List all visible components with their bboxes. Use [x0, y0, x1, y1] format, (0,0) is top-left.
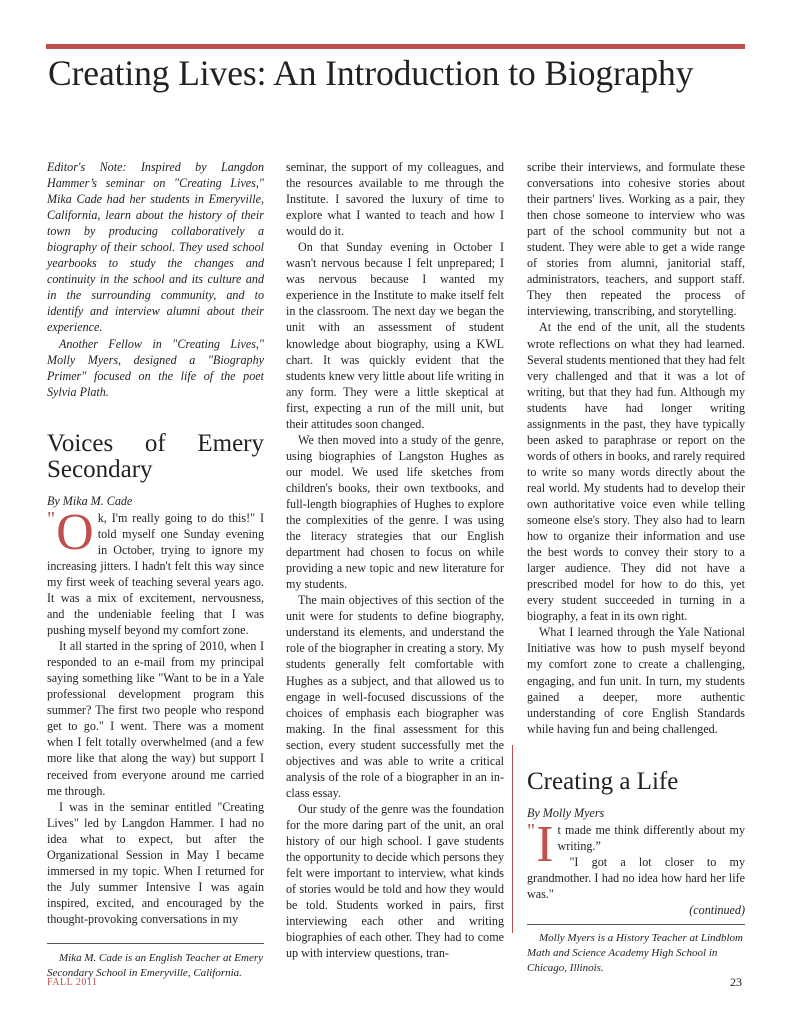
article1-paragraph: "O k, I'm really going to do this!" I told myself one Sunday evening in October, trying to ignore my increasing jitters. I hadn't felt this way since my first week of teaching several years ago. It was a mix of excitement, nervousness, and the undeniable feeling that I was pushing myself beyond my comfort zone. — [47, 503, 264, 638]
article-heading-creating-a-life: Creating a Life — [527, 767, 679, 795]
continued-label: (continued) — [689, 902, 745, 917]
footnote-divider — [47, 943, 264, 944]
editors-note: Editor's Note: Inspired by Langdon Hammer’s seminar on "Creating Lives," Mika Cade had her students in Emeryville, California, learn about the history of their town by producing collaboratively a biography of their school. They used school yearbooks to study the changes and continuity in the school and its culture and in the surrounding community, and to identify and interview alumni about their experience. — [47, 160, 264, 335]
author-note-cade: Mika M. Cade is an English Teacher at Emery Secondary School in Emeryville, California. — [47, 951, 263, 979]
page-number: 23 — [730, 975, 742, 989]
sidebar-divider — [512, 745, 513, 933]
article1-paragraph: Our study of the genre was the foundation for the more daring part of the unit, an oral history of our high school. I gave students the opportunity to decide which persons they felt were important to interview, what kinds of stories would be told and how they would be told. Students worked in pairs, first interviewing each other and writing biographies of each other. They had to come up with interview questions, tran- — [286, 801, 504, 961]
article1-paragraph: I was in the seminar entitled "Creating Lives" led by Langdon Hammer. I had no idea what to expect, but after the Organizational Session in May I became immersed in my topic. When I returned for the July summer Intensive I was again inspired, excited, and encouraged by the thought-provoking conversations in my — [47, 799, 264, 926]
article2-quote: "I t made me think differently about my writing.” — [527, 815, 745, 873]
top-accent-bar — [46, 44, 745, 49]
author-note-myers: Molly Myers is a History Teacher at Lindblom Math and Science Academy High School in Chicago, Illinois. — [527, 932, 743, 975]
article1-paragraph: The main objectives of this section of the unit were for students to define biography, understand its elements, and understand the role of the biographer in creating a story. My students generally felt comfortable with Hughes as a subject, and that allowed us to engage in well-focused discussions of the choices of emphasis each biographer was making. In the final assessment for this section, every student successfully met the objectives and was able to write a critical analysis of the role of a biographer in an in-class essay. — [286, 593, 504, 800]
article1-paragraph: At the end of the unit, all the students wrote reflections on what they had learned. Several students mentioned that they had felt very challenged and that it was a lot of writing, but that they had fun. Although my students have had longer writing assignments in the past, they have typically been asked to paraphrase or report on the words of others in books, and rarely required to write so many words directly about the real world. My students had to develop their own authoritative voice even while telling someone else's story. They also had to learn how to organize their information and use the best words to convey their story to a larger audience. They did not have a prescribed model for how to do this, yet every student succeeded in turning in a biography, a feat in its own right. — [527, 320, 745, 624]
article1-paragraph: We then moved into a study of the genre, using biographies of Langston Hughes as our model. We used life sketches from children's books, their own textbooks, and full-length biographies of Hughes to explore the complexities of the genre. I was using the literacy strategies that our English department had chosen to focus on while providing a new topic and new literature for my students. — [286, 432, 504, 592]
article2-quote: "I got a lot closer to my grandmother. I had no idea how hard her life was." — [527, 854, 745, 901]
column-2 — [286, 159, 504, 961]
column-3 — [527, 159, 745, 976]
article1-paragraph: It all started in the spring of 2010, when I responded to an e-mail from my principal saying something like "Want to be in a Yale professional development program this summer? The first two people who respond get to go." I went. There was a moment when I felt totally overwhelmed (and a few more like that along the way) but support I received from everyone around me carried me through. — [47, 639, 264, 798]
article1-paragraph: seminar, the support of my colleagues, and the resources available to me through the Institute. I savored the luxury of time to explore what I wanted to teach and how I would do it. — [286, 160, 504, 239]
editors-note-2: Another Fellow in "Creating Lives," Molly Myers, designed a "Biography Primer" focused on the life of the poet Sylvia Plath. — [47, 336, 264, 399]
page-title: Creating Lives: An Introduction to Biography — [48, 53, 694, 93]
article1-paragraph: On that Sunday evening in October I wasn't nervous because I felt unprepared; I was nervous because I wanted my experience in the Institute to make itself felt in the classroom. The next day we began the unit with an assessment of student knowledge about biography, using a KWL chart. It was quickly evident that the students knew very little about life writing in any form. They were a little skeptical at first, expecting a run of the mill unit, but their attitudes soon changed. — [286, 240, 504, 431]
byline-myers: By Molly Myers — [527, 805, 605, 820]
article-heading-voices: Voices of Emery Secondary — [47, 429, 264, 483]
article1-paragraph: scribe their interviews, and formulate these conversations into cohesive stories about their partners' lives. Working as a pair, they then chose someone to interview who was part of the school community but not a student. They were able to get a wide range of stories from alumni, janitorial staff, administrators, teachers, and support staff. They then repeated the process of interviewing, transcribing, and storytelling. — [527, 160, 745, 319]
drop-cap: "I — [527, 815, 554, 873]
issue-label: FALL 2011 — [47, 977, 98, 988]
article1-paragraph: What I learned through the Yale National Initiative was how to push myself beyond my comfort zone to create a challenging, engaging, and fun unit. In turn, my students gained a deeper, more authentic understanding of core English Standards while having fun and being challenged. — [527, 625, 745, 736]
byline-cade: By Mika M. Cade — [47, 493, 133, 508]
column-1 — [47, 159, 264, 981]
footnote-divider — [527, 924, 745, 925]
drop-cap: "O — [47, 503, 94, 561]
